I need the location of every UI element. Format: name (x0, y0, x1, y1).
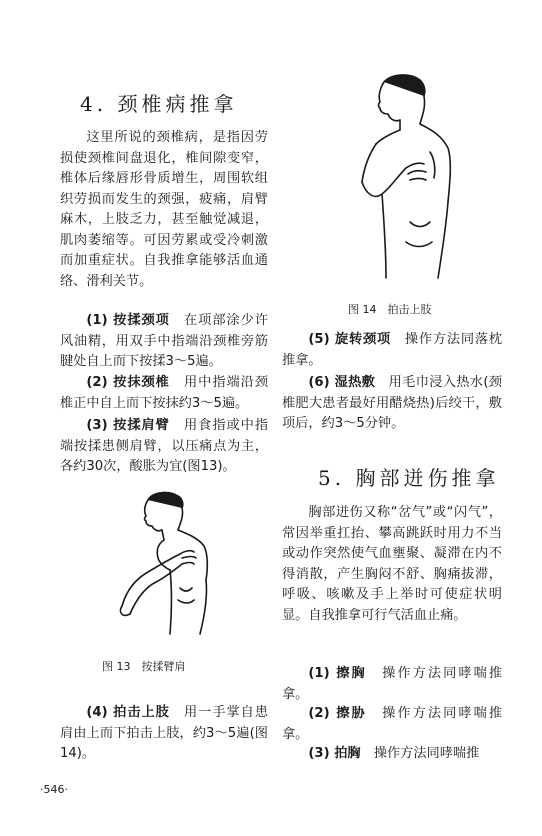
item-paragraph (282, 373, 502, 435)
figure-14-illustration (326, 72, 466, 282)
figure-13-caption: 图 13 按揉臂肩 (102, 660, 186, 673)
figure-13-illustration (108, 488, 224, 638)
item-paragraph (282, 704, 502, 745)
intro-paragraph: 胸部迸伤又称“岔气”或“闪气”，常因举重扛抬、攀高跳跃时用力不当或动作突然使气血壅聚、凝滞在内不得消散，产生胸闷不舒、胸痛拔滞，呼吸、咳嗽及手上举时可使症状明显。自我推拿可行气活血止痛。 (282, 505, 502, 623)
item-title: (1) 擦胸 (308, 666, 367, 681)
item-text: 操作方法同落枕推拿。 (282, 332, 502, 368)
item-text: 用中指端沿颈椎正中自上而下按抹约3～5遍。 (60, 375, 269, 411)
item-title: (3) 拍胸 (308, 746, 361, 761)
item-text: 用食指或中指端按揉患侧肩臂，以压痛点为主，各约30次，酸胀为宜(图13)。 (60, 418, 269, 474)
figure-14-caption: 图 14 拍击上肢 (348, 303, 432, 316)
item-title: (1) 按揉颈项 (86, 313, 170, 328)
item-paragraph (60, 416, 268, 478)
item-title: (3) 按揉肩臂 (86, 418, 170, 433)
item-paragraph (282, 744, 502, 765)
item-text: 在项部涂少许风油精，用双手中指端沿颈椎旁筋腱处自上而下按揉3～5遍。 (60, 313, 269, 369)
item-title: (6) 湿热敷 (308, 375, 376, 390)
page-number: ·546· (40, 783, 68, 796)
item-paragraph (282, 330, 502, 371)
item-paragraph (60, 311, 268, 373)
item-text: 用毛巾浸入热水(颈椎肥大患者最好用醋烧热)后绞干，敷项后，约3～5分钟。 (282, 375, 502, 431)
item-title: (2) 按抹颈椎 (86, 375, 170, 390)
section-title-cervical: 4. 颈椎病推拿 (80, 92, 238, 116)
item-text: 操作方法同哮喘推拿。 (282, 706, 503, 742)
intro-paragraph: 这里所说的颈椎病，是指因劳损使颈椎间盘退化，椎间隙变窄，椎体后缘唇形骨质增生，周围软组织劳损而发生的颈强，疲痛，肩臂麻木，上肢乏力，甚至触觉减退，肌肉萎缩等。可因劳累或受冷刺激而加重症状。自我推拿能够活血通络、滑利关节。 (60, 130, 268, 289)
item-paragraph (60, 373, 268, 414)
item-text: 操作方法同哮喘推拿。 (282, 666, 503, 702)
item-paragraph (60, 703, 268, 765)
section-title-chest: 5. 胸部迸伤推拿 (318, 466, 500, 490)
item-text: 操作方法同哮喘推 (373, 746, 480, 761)
item-text: 用一手掌自患肩由上而下拍击上肢，约3～5遍(图14)。 (60, 705, 269, 761)
item-paragraph (282, 664, 502, 705)
item-title: (2) 擦胁 (308, 706, 367, 721)
item-title: (5) 旋转颈项 (308, 332, 391, 347)
item-title: (4) 拍击上肢 (86, 705, 170, 720)
